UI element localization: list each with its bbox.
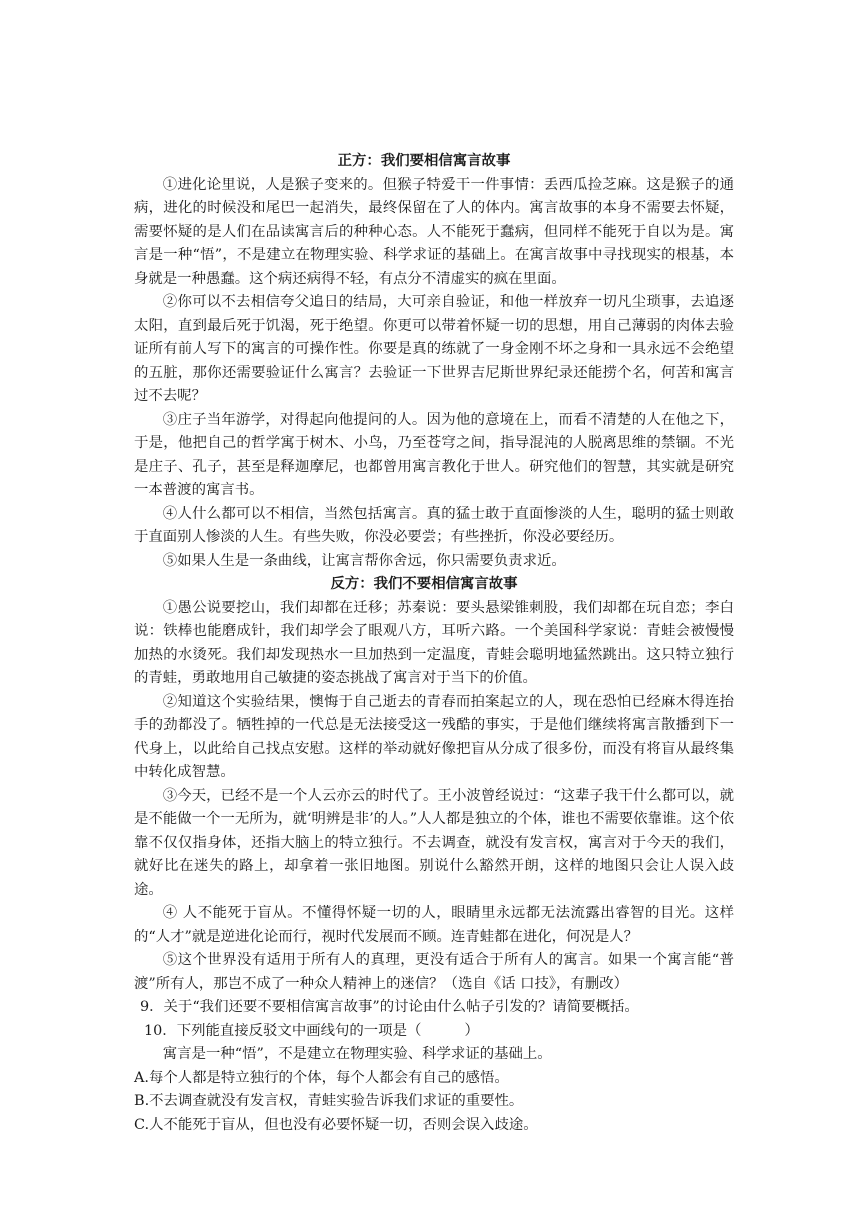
option-c: C.人不能死于盲从，但也没有必要怀疑一切，否则会误入歧途。	[134, 1116, 538, 1133]
document-page	[134, 150, 734, 1137]
con-paragraph-3: ③今天，已经不是一个人云亦云的时代了。王小波曾经说过：“这辈子我干什么都可以，就是不能做一个一无所为，就‘明辨是非’的人。”人人都是独立的个体，谁也不需要依靠谁。这个依靠不仅仅指身体，还指大脑上的特立独行。不去调查，就没有发言权，寓言对于今天的我们，就好比在迷失的路上，却拿着一张旧地图。别说什么豁然开朗，这样的地图只会让人误入歧途。	[134, 787, 734, 898]
option-b: B.不去调查就没有发言权，青蛙实验告诉我们求证的重要性。	[134, 1093, 524, 1109]
pro-paragraph-3: ③庄子当年游学，对得起向他提问的人。因为他的意境在上，而看不清楚的人在他之下，于是，他把自己的哲学寓于树木、小鸟，乃至苍穹之间，指导混沌的人脱离思维的禁锢。不光是庄子、孔子，甚至是释迦摩尼，也都曾用寓言教化于世人。研究他们的智慧，其实就是研究一本普渡的寓言书。	[134, 411, 734, 498]
con-heading: 反方：我们不要相信寓言故事	[330, 576, 518, 592]
con-paragraph-4: ④ 人不能死于盲从。不懂得怀疑一切的人，眼睛里永远都无法流露出睿智的目光。这样的“人才”就是逆进化论而行，视时代发展而不顾。连青蛙都在进化，何况是人？	[134, 905, 734, 945]
underlined-sentence: 寓言是一种“悟”，不是建立在物理实验、科学求证的基础上。	[162, 1046, 552, 1062]
pro-paragraph-4: ④人什么都可以不相信，当然包括寓言。真的猛士敢于直面惨淡的人生，聪明的猛士则敢于直面别人惨淡的人生。有些失败，你没必要尝；有些挫折，你没必要经历。	[134, 505, 734, 545]
pro-paragraph-1: ①进化论里说，人是猴子变来的。但猴子特爱干一件事情：丢西瓜捡芝麻。这是猴子的通病，进化的时候没和尾巴一起消失，最终保留在了人的体内。寓言故事的本身不需要去怀疑，需要怀疑的是人们在品读寓言后的种种心态。人不能死于蠢病，但同样不能死于自以为是。寓言是一种“悟”，不是建立在物理实验、科学求证的基础上。在寓言故事中寻找现实的根基，本身就是一种愚蠢。这个病还病得不轻，有点分不清虚实的疯在里面。	[134, 176, 734, 287]
option-a: A.每个人都是特立独行的个体，每个人都会有自己的感悟。	[134, 1069, 509, 1086]
question-9: 9．关于“我们还要不要相信寓言故事”的讨论由什么帖子引发的？请简要概括。	[140, 999, 639, 1015]
question-10: 10．下列能直接反驳文中画线句的一项是（ ）	[144, 1022, 479, 1039]
pro-heading: 正方：我们要相信寓言故事	[337, 153, 511, 169]
con-paragraph-1: ①愚公说要挖山，我们却都在迁移；苏秦说：要头悬梁锥刺股，我们却都在玩自恋；李白说：铁棒也能磨成针，我们却学会了眼观八方，耳听六路。一个美国科学家说：青蛙会被慢慢加热的水烫死。我们却发现热水一旦加热到一定温度，青蛙会聪明地猛然跳出。这只特立独行的青蛙，勇敢地用自己敏捷的姿态挑战了寓言对于当下的价值。	[134, 599, 734, 686]
pro-paragraph-5: ⑤如果人生是一条曲线，让寓言帮你舍远，你只需要负责求近。	[162, 552, 566, 569]
pro-paragraph-2: ②你可以不去相信夸父追日的结局，大可亲自验证，和他一样放弃一切凡尘琐事，去追逐太阳，直到最后死于饥渴，死于绝望。你更可以带着怀疑一切的思想，用自己薄弱的肉体去验证所有前人写下的寓言的可操作性。你要是真的练就了一身金刚不坏之身和一具永远不会绝望的五脏，那你还需要验证什么寓言？去验证一下世界吉尼斯世界纪录还能捞个名，何苦和寓言过不去呢？	[134, 294, 734, 404]
con-paragraph-2: ②知道这个实验结果，懊悔于自己逝去的青春而拍案起立的人，现在恐怕已经麻木得连抬手的劲都没了。牺牲掉的一代总是无法接受这一残酷的事实，于是他们继续将寓言散播到下一代身上，以此给自己找点安慰。这样的举动就好像把盲从分成了很多份，而没有将盲从最终集中转化成智慧。	[134, 693, 734, 780]
con-paragraph-5: ⑤这个世界没有适用于所有人的真理，更没有适合于所有人的寓言。如果一个寓言能“普渡”所有人，那岂不成了一种众人精神上的迷信？（选自《话 口技》，有删改）	[134, 952, 734, 992]
